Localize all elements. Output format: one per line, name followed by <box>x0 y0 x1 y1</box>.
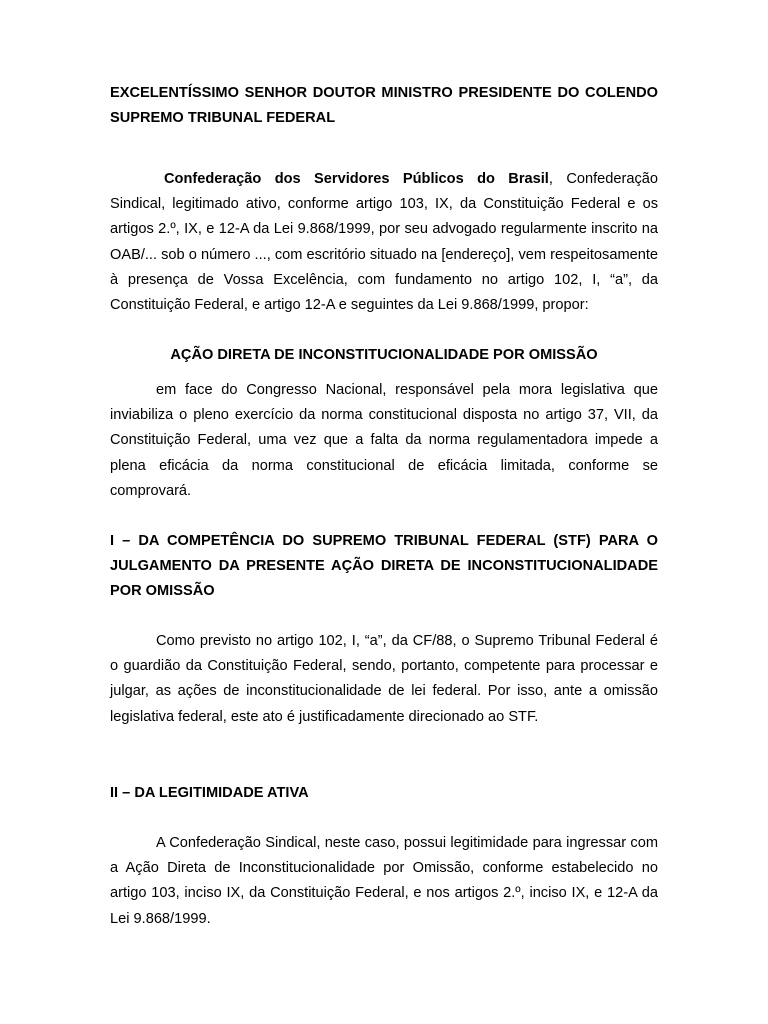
action-title: AÇÃO DIRETA DE INCONSTITUCIONALIDADE POR OMISSÃO <box>170 347 598 363</box>
section1-paragraph: Como previsto no artigo 102, I, “a”, da CF/88, o Supremo Tribunal Federal é o guardião da Constituição Federal, sendo, portanto, competente para processar e julgar, as ações de inconstitucionalidade de lei federal. Por isso, ante a omissão legislativa federal, este ato é justificadamente direcionado ao STF. <box>110 633 658 725</box>
section2-heading: II – DA LEGITIMIDADE ATIVA <box>110 785 309 801</box>
addressee-heading: EXCELENTÍSSIMO SENHOR DOUTOR MINISTRO PRESIDENTE DO COLENDO SUPREMO TRIBUNAL FEDERAL <box>110 85 658 127</box>
against-paragraph: em face do Congresso Nacional, responsável pela mora legislativa que inviabiliza o pleno exercício da norma constitucional disposta no artigo 37, VII, da Constituição Federal, uma vez que a falta da norma regulamentadora impede a plena eficácia da norma constitucional de eficácia limitada, conforme se comprovará. <box>110 382 658 499</box>
section2-paragraph: A Confederação Sindical, neste caso, possui legitimidade para ingressar com a Ação Direta de Inconstitucionalidade por Omissão, conforme estabelecido no artigo 103, inciso IX, da Constituição Federal, e nos artigos 2.º, inciso IX, e 12-A da Lei 9.868/1999. <box>110 835 658 927</box>
section1-heading: I – DA COMPETÊNCIA DO SUPREMO TRIBUNAL FEDERAL (STF) PARA O JULGAMENTO DA PRESENTE AÇÃO DIRETA DE INCONSTITUCIONALIDADE POR OMISSÃO <box>110 533 658 600</box>
intro-text: , Confederação Sindical, legitimado ativo, conforme artigo 103, IX, da Constituição Federal e os artigos 2.º, IX, e 12-A da Lei 9.868/1999, por seu advogado regularmente inscrito na OAB/... sob o número ..., com escritório situado na [endereço], vem respeitosamente à presença de Vossa Excelência, com fundamento no artigo 102, I, “a”, da Constituição Federal, e artigo 12-A e seguintes da Lei 9.868/1999, propor: <box>110 171 659 314</box>
intro-paragraph <box>110 167 658 318</box>
party-name: Confederação dos Servidores Públicos do Brasil <box>164 171 549 187</box>
